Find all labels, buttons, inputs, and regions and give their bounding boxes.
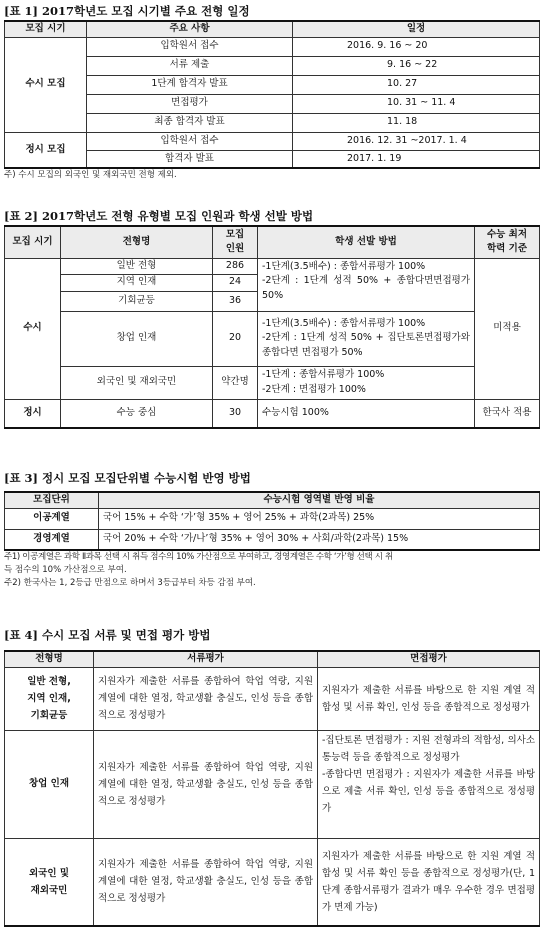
count-cell: 20 [213, 311, 258, 366]
header-name: 전형명 [5, 651, 94, 667]
name-cell: 지역 인재 [61, 274, 213, 291]
table1-section [4, 2, 540, 182]
period-cell: 수시 [5, 258, 61, 399]
header-period: 모집 시기 [5, 21, 87, 37]
interview-eval-cell: 지원자가 제출한 서류를 바탕으로 한 지원 계열 적합성 및 서류 확인 등을 종합적으로 정성평가(단, 1단계 종합서류평가 결과가 매우 우수한 경우 면접평가 면제 가능) [318, 838, 540, 926]
header-name: 전형명 [61, 226, 213, 258]
date-cell: 10. 31 ~ 11. 4 [293, 94, 540, 113]
table1-note: 주) 수시 모집의 외국인 및 재외국민 전형 제외. [4, 170, 177, 180]
date-cell: 9. 16 ~ 22 [293, 56, 540, 75]
date-cell: 2016. 12. 31 ~2017. 1. 4 [293, 132, 540, 150]
date-cell: 2017. 1. 19 [293, 150, 540, 168]
period-cell: 정시 모집 [5, 132, 87, 168]
header-method: 학생 선발 방법 [258, 226, 475, 258]
document-eval-cell: 지원자가 제출한 서류를 종합하여 학업 역량, 지원 계열에 대한 열정, 학교생활 충실도, 인성 등을 종합적으로 정성평가 [94, 730, 318, 838]
name-cell: 일반 전형 [61, 258, 213, 274]
unit-cell: 경영계열 [5, 529, 99, 550]
schedule-table [4, 20, 540, 169]
min-score-cell: 한국사 적용 [475, 399, 540, 428]
table3-note1-cont: 득 점수의 10% 가산점으로 부여. [4, 565, 127, 575]
item-cell: 최종 합격자 발표 [87, 113, 293, 132]
count-cell: 24 [213, 274, 258, 291]
method-cell: -1단계 : 종합서류평가 100% -2단계 : 면접평가 100% [258, 366, 475, 399]
ratio-cell: 국어 15% + 수학 ‘가’형 35% + 영어 25% + 과학(2과목) 25% [99, 508, 540, 529]
count-cell: 약간명 [213, 366, 258, 399]
header-count: 모집 인원 [213, 226, 258, 258]
header-period: 모집 시기 [5, 226, 61, 258]
unit-cell: 이공계열 [5, 508, 99, 529]
table3-title: [표 3] 정시 모집 모집단위별 수능시험 반영 방법 [4, 471, 251, 485]
period-cell: 수시 모집 [5, 37, 87, 132]
item-cell: 입학원서 접수 [87, 132, 293, 150]
table2-section [4, 207, 540, 429]
header-min-score: 수능 최저 학력 기준 [475, 226, 540, 258]
document-eval-cell: 지원자가 제출한 서류를 종합하여 학업 역량, 지원 계열에 대한 열정, 학교생활 충실도, 인성 등을 종합적으로 정성평가 [94, 667, 318, 730]
header-ratio: 수능시험 영역별 반영 비율 [99, 492, 540, 508]
item-cell: 면접평가 [87, 94, 293, 113]
name-cell: 수능 중심 [61, 399, 213, 428]
date-cell: 11. 18 [293, 113, 540, 132]
interview-eval-cell: 지원자가 제출한 서류를 바탕으로 한 지원 계열 적합성 및 서류 확인, 인성 등을 종합적으로 정성평가 [318, 667, 540, 730]
count-cell: 36 [213, 291, 258, 311]
name-cell: 기회균등 [61, 291, 213, 311]
count-cell: 30 [213, 399, 258, 428]
name-cell: 외국인 및 재외국민 [5, 838, 94, 926]
header-unit: 모집단위 [5, 492, 99, 508]
name-cell: 창업 인재 [5, 730, 94, 838]
period-cell: 정시 [5, 399, 61, 428]
header-item: 주요 사항 [87, 21, 293, 37]
table2-title: [표 2] 2017학년도 전형 유형별 모집 인원과 학생 선발 방법 [4, 209, 314, 223]
name-cell: 창업 인재 [61, 311, 213, 366]
table4-title: [표 4] 수시 모집 서류 및 면접 평가 방법 [4, 628, 211, 642]
item-cell: 입학원서 접수 [87, 37, 293, 56]
name-cell: 일반 전형, 지역 인재, 기회균등 [5, 667, 94, 730]
selection-table [4, 225, 540, 429]
min-score-cell: 미적용 [475, 258, 540, 399]
item-cell: 합격자 발표 [87, 150, 293, 168]
csat-table [4, 491, 540, 551]
table4-section [4, 626, 540, 927]
table3-note1: 주1) 이공계열은 과학 Ⅱ과목 선택 시 취득 점수의 10% 가산점으로 부여하고, 경영계열은 수학 ‘가’형 선택 시 취 [4, 552, 393, 562]
item-cell: 서류 제출 [87, 56, 293, 75]
header-date: 일정 [293, 21, 540, 37]
table1-title: [표 1] 2017학년도 모집 시기별 주요 전형 일정 [4, 4, 250, 18]
item-cell: 1단계 합격자 발표 [87, 75, 293, 94]
table3-section [4, 469, 540, 590]
document-eval-cell: 지원자가 제출한 서류를 종합하여 학업 역량, 지원 계열에 대한 열정, 학교생활 충실도, 인성 등을 종합적으로 정성평가 [94, 838, 318, 926]
interview-eval-cell: -집단토론 면접평가 : 지원 전형과의 적합성, 의사소통능력 등을 종합적으로 정성평가 -종합다면 면접평가 : 지원자가 제출한 서류를 바탕으로 제출 서류 확인, 인성 등을 종합적으로 정성평가 [318, 730, 540, 838]
date-cell: 2016. 9. 16 ~ 20 [293, 37, 540, 56]
ratio-cell: 국어 20% + 수학 ‘가/나’형 35% + 영어 30% + 사회/과학(2과목) 15% [99, 529, 540, 550]
date-cell: 10. 27 [293, 75, 540, 94]
evaluation-table [4, 650, 540, 927]
count-cell: 286 [213, 258, 258, 274]
method-cell: -1단계(3.5배수) : 종합서류평가 100% -2단계 : 1단계 성적 50% + 집단토론면접평가와 종합다면 면접평가 50% [258, 311, 475, 366]
header-interview-eval: 면접평가 [318, 651, 540, 667]
method-cell: -1단계(3.5배수) : 종합서류평가 100% -2단계 : 1단계 성적 50% + 종합다면면접평가 50% [258, 258, 475, 311]
table3-note2: 주2) 한국사는 1, 2등급 만점으로 하며서 3등급부터 차등 감점 부여. [4, 578, 256, 588]
method-cell: 수능시험 100% [258, 399, 475, 428]
header-document-eval: 서류평가 [94, 651, 318, 667]
name-cell: 외국인 및 재외국민 [61, 366, 213, 399]
